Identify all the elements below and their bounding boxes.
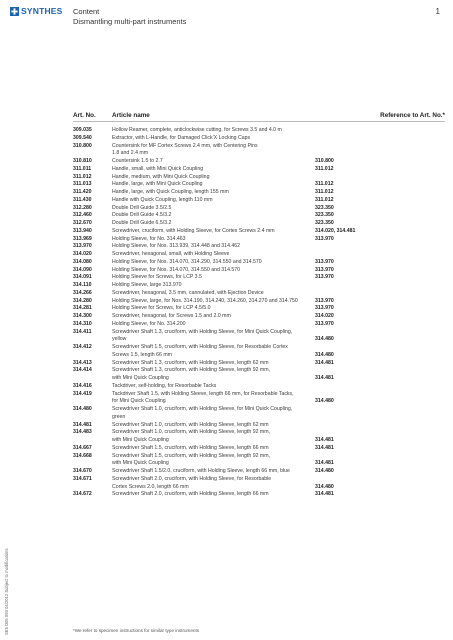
article-name: [112, 274, 337, 282]
article-number: 310.810: [73, 158, 92, 164]
reference-number: 311.012: [315, 189, 334, 195]
reference-number: 323.350: [315, 212, 334, 219]
article-name-line: for Mini Quick Coupling: [112, 398, 166, 405]
article-name-line: Handle, large, with Quick Coupling, length 155 mm: [112, 189, 229, 195]
article-number: 311.420: [73, 189, 92, 195]
article-number: 314.411: [73, 328, 92, 335]
article-number: 314.414: [73, 367, 92, 374]
reference-number: 314.481: [315, 359, 334, 366]
header-subtitle: Dismantling multi-part instruments: [73, 17, 187, 26]
article-name-line: Holding Sleeve, for Nos. 314.070, 314.290, 314.550 and 314.570: [112, 258, 262, 265]
reference-number: 311.012: [315, 165, 334, 172]
table-row: [73, 360, 445, 368]
reference-number: 311.012: [315, 196, 334, 203]
reference-number: 314.480: [315, 336, 334, 343]
reference-number: 313.970: [315, 258, 334, 265]
table-row: [73, 212, 445, 220]
article-name: [112, 491, 337, 499]
article-name: [112, 166, 337, 174]
article-number: 312.460: [73, 212, 92, 219]
article-name: [112, 453, 337, 469]
article-number: 314.266: [73, 289, 92, 296]
article-number: 314.670: [73, 468, 92, 474]
col-reference: Reference to Art. No.*: [380, 112, 445, 119]
article-name: [112, 197, 337, 205]
article-name: [112, 143, 337, 159]
article-name-line: Extractor, with L-Handle, for Damaged Click’X Locking Caps: [112, 134, 251, 141]
article-number: 310.800: [73, 142, 92, 149]
article-name: [112, 228, 337, 236]
table-row: [73, 251, 445, 259]
table-row: [73, 329, 445, 345]
logo-text: SYNTHES: [21, 6, 63, 16]
article-name-line: Countersink for MF Cortex Screws 2.4 mm, with Centering Pins: [112, 142, 258, 149]
article-name: [112, 468, 337, 476]
col-art-no: Art. No.: [73, 112, 96, 119]
article-name-line: Screwdriver Shaft 1.5, cruciform, with Holding Sleeve, length 66 mm: [112, 444, 269, 451]
article-name: [112, 329, 337, 345]
reference-number: 311.012: [315, 181, 334, 188]
page-header: [73, 7, 186, 27]
article-name: [112, 344, 337, 360]
article-name-line: Handle, medium, with Mini Quick Coupling: [112, 173, 210, 180]
article-name-line: Holding Sleeve, for Nos. 314.070, 314.550 and 314.570: [112, 266, 241, 273]
table-row: [73, 228, 445, 236]
article-name: [112, 422, 337, 430]
article-number: 311.012: [73, 173, 92, 180]
article-number: 314.416: [73, 382, 92, 389]
table-row: [73, 220, 445, 228]
table-row: [73, 135, 445, 143]
reference-number: 313.970: [315, 274, 334, 281]
header-rule: [73, 121, 445, 122]
article-name-line: Screwdriver Shaft 2.0, cruciform, with Holding Sleeve, length 66 mm: [112, 491, 269, 498]
article-name-line: with Mini Quick Coupling: [112, 437, 169, 443]
article-name: [112, 181, 337, 189]
article-name-line: green: [112, 413, 126, 420]
page-number: 1: [435, 7, 440, 16]
article-name: [112, 305, 337, 313]
reference-number: 323.350: [315, 220, 334, 226]
reference-number: 323.350: [315, 204, 334, 211]
article-name-line: Screwdriver Shaft 1.3, cruciform, with Holding Sleeve, length 62 mm: [112, 359, 269, 366]
article-number: 314.310: [73, 320, 92, 327]
article-number: 311.013: [73, 181, 92, 188]
article-name-line: Double Drill Guide 4.5/3.2: [112, 212, 172, 219]
article-name-line: Screwdriver, hexagonal, 3.5 mm, cannulated, with Ejection Device: [112, 289, 264, 296]
table-row: [73, 429, 445, 445]
table-row: [73, 282, 445, 290]
article-name: [112, 290, 337, 298]
table-row: [73, 321, 445, 329]
article-name: [112, 236, 337, 244]
reference-number: 314.481: [315, 437, 334, 443]
article-name: [112, 251, 337, 259]
reference-number: 314.481: [315, 444, 334, 451]
article-name: [112, 383, 337, 391]
article-name-line: with Mini Quick Coupling: [112, 460, 169, 467]
article-number: 314.668: [73, 452, 92, 459]
article-number: 311.430: [73, 196, 92, 203]
article-name-line: Cortex Screws 2.0, length 66 mm: [112, 483, 189, 490]
article-number: 314.280: [73, 297, 92, 304]
article-name: [112, 360, 337, 368]
article-name-line: Screwdriver Shaft 1.0, cruciform, with Holding Sleeve, length 92 mm,: [112, 429, 270, 436]
table-row: [73, 476, 445, 492]
article-number: 314.672: [73, 491, 92, 498]
article-number: 314.667: [73, 444, 92, 451]
article-number: 314.090: [73, 266, 92, 273]
article-number: 314.419: [73, 390, 92, 397]
table-row: [73, 468, 445, 476]
article-name-line: Screwdriver Shaft 1.5/2.0, cruciform, with Holding Sleeve, length 66 mm, blue: [112, 468, 290, 474]
table-row: [73, 189, 445, 197]
reference-number: 313.970: [315, 297, 334, 304]
article-name-line: Countersink 1.5 to 2.7: [112, 158, 163, 164]
reference-number: 314.481: [315, 460, 334, 467]
article-number: 314.080: [73, 258, 92, 265]
article-number: 314.020: [73, 251, 92, 257]
article-name: [112, 267, 337, 275]
article-name-line: Hollow Reamer, complete, anticlockwise cutting, for Screws 3.5 and 4.0 m: [112, 127, 282, 133]
article-table: [73, 127, 445, 499]
reference-number: 314.020, 314.481: [315, 227, 356, 234]
article-name-line: Handle with Quick Coupling, length 110 mm: [112, 196, 213, 203]
article-number: 309.035: [73, 127, 92, 133]
article-name: [112, 243, 337, 251]
table-row: [73, 445, 445, 453]
reference-number: 313.970: [315, 266, 334, 273]
table-row: [73, 453, 445, 469]
article-number: 309.540: [73, 134, 92, 141]
article-name-line: Tackdriver, self-holding, for Resorbable Tacks: [112, 382, 217, 389]
article-number: 314.483: [73, 429, 92, 436]
article-name-line: Screws 1.5, length 66 mm: [112, 351, 172, 358]
article-name: [112, 158, 337, 166]
article-number: 314.412: [73, 344, 92, 350]
article-name-line: Screwdriver Shaft 2.0, cruciform, with Holding Sleeve, for Resorbable: [112, 475, 272, 482]
article-name: [112, 212, 337, 220]
article-number: 313.970: [73, 243, 92, 250]
article-number: 314.480: [73, 406, 92, 412]
table-row: [73, 243, 445, 251]
reference-number: 313.970: [315, 235, 334, 242]
article-name: [112, 391, 337, 407]
article-name-line: Screwdriver Shaft 1.3, cruciform, with Holding Sleeve, length 92 mm,: [112, 367, 270, 374]
article-name-line: Holding Sleeve, large, for Nos. 314.190, 314.240, 314.260, 314.270 and 314.750: [112, 297, 298, 304]
reference-number: 313.970: [315, 305, 334, 312]
article-name: [112, 220, 337, 228]
table-row: [73, 491, 445, 499]
article-name-line: Screwdriver Shaft 1.5, cruciform, with Holding Sleeve, length 92 mm,: [112, 452, 270, 459]
footnote: *We refer to specimen instructions for similar type instruments: [73, 628, 200, 633]
table-row: [73, 143, 445, 159]
table-row: [73, 205, 445, 213]
article-name: [112, 135, 337, 143]
table-row: [73, 305, 445, 313]
reference-number: 314.480: [315, 398, 334, 405]
article-number: 313.940: [73, 227, 92, 234]
article-number: 314.091: [73, 274, 92, 281]
table-row: [73, 197, 445, 205]
reference-number: 314.020: [315, 313, 334, 319]
article-name: [112, 367, 337, 383]
synthes-cross-icon: [10, 7, 19, 16]
article-number: 314.110: [73, 282, 92, 288]
article-name: [112, 476, 337, 492]
article-name-line: Screwdriver, hexagonal, for Screws 1.5 and 2.0 mm: [112, 313, 231, 319]
table-row: [73, 267, 445, 275]
article-name: [112, 298, 337, 306]
article-name-line: Holding Sleeve for Screws, for LCP 3.5: [112, 274, 202, 281]
table-row: [73, 166, 445, 174]
article-number: 312.280: [73, 204, 92, 211]
table-row: [73, 236, 445, 244]
table-row: [73, 290, 445, 298]
article-name: [112, 174, 337, 182]
reference-number: 314.481: [315, 375, 334, 381]
article-name: [112, 321, 337, 329]
col-article-name: Article name: [112, 112, 150, 119]
article-number: 314.300: [73, 313, 92, 319]
table-row: [73, 383, 445, 391]
article-name-line: Handle, large, with Mini Quick Coupling: [112, 181, 203, 188]
article-name-line: Screwdriver, cruciform, with Holding Sleeve, for Cortex Screws 2.4 mm: [112, 227, 275, 234]
article-name-line: with Mini Quick Coupling: [112, 375, 169, 381]
table-row: [73, 391, 445, 407]
table-row: [73, 274, 445, 282]
article-name-line: Screwdriver Shaft 1.0, cruciform, with Holding Sleeve, length 62 mm: [112, 421, 269, 428]
article-name-line: Holding Sleeve, for No. 314.200: [112, 320, 186, 327]
article-name-line: Screwdriver Shaft 1.3, cruciform, with Holding Sleeve, for Mini Quick Coupling,: [112, 328, 293, 335]
article-name: [112, 259, 337, 267]
reference-number: 314.480: [315, 351, 334, 358]
article-number: 312.670: [73, 220, 92, 226]
article-number: 311.011: [73, 165, 92, 172]
reference-number: 314.481: [315, 491, 334, 498]
article-number: 314.413: [73, 359, 92, 366]
reference-number: 313.970: [315, 320, 334, 327]
table-row: [73, 422, 445, 430]
article-name: [112, 313, 337, 321]
article-name-line: Holding Sleeve, for No. 314.463: [112, 235, 186, 242]
table-row: [73, 344, 445, 360]
article-name: [112, 282, 337, 290]
table-row: [73, 298, 445, 306]
article-name-line: 1.8 and 2.4 mm: [112, 150, 149, 157]
article-name-line: Holding Sleeve, large 313.970: [112, 282, 182, 288]
article-name-line: Holding Sleeve for Screws, for LCP 4.5/5.0: [112, 305, 211, 312]
table-row: [73, 259, 445, 267]
article-number: 314.481: [73, 421, 92, 428]
side-doc-code: SE5 D05 093 04/2012 Subject to modifications: [4, 548, 9, 635]
header-title: Content: [73, 7, 100, 16]
table-row: [73, 406, 445, 422]
table-row: [73, 158, 445, 166]
article-name-line: Screwdriver, hexagonal, small, with Holding Sleeve: [112, 251, 230, 257]
article-name: [112, 127, 337, 135]
synthes-logo: [10, 6, 63, 16]
reference-number: 310.800: [315, 158, 334, 164]
article-name-line: yellow: [112, 336, 127, 343]
article-number: 313.969: [73, 235, 92, 242]
table-row: [73, 367, 445, 383]
table-row: [73, 181, 445, 189]
article-name: [112, 406, 337, 422]
article-name-line: Handle, small, with Mini Quick Coupling: [112, 165, 204, 172]
article-name-line: Holding Sleeve, for Nos. 313.939, 314.448 and 314.462: [112, 243, 241, 250]
article-name: [112, 205, 337, 213]
article-name: [112, 429, 337, 445]
article-name-line: Screwdriver Shaft 1.5, cruciform, with Holding Sleeve, for Resorbable Cortex: [112, 344, 288, 350]
article-name-line: Double Drill Guide 6.5/3.2: [112, 220, 172, 226]
reference-number: 314.480: [315, 483, 334, 490]
table-row: [73, 127, 445, 135]
article-name-line: Screwdriver Shaft 1.0, cruciform, with Holding Sleeve, for Mini Quick Coupling,: [112, 406, 293, 412]
article-name: [112, 445, 337, 453]
article-number: 314.671: [73, 475, 92, 482]
article-name-line: Tackdriver Shaft 1.5, with Holding Sleeve, length 66 mm, for Resorbable Tacks,: [112, 390, 294, 397]
reference-number: 314.480: [315, 468, 334, 474]
table-row: [73, 313, 445, 321]
article-name-line: Double Drill Guide 3.5/2.5: [112, 204, 172, 211]
article-number: 314.281: [73, 305, 92, 312]
table-row: [73, 174, 445, 182]
article-name: [112, 189, 337, 197]
